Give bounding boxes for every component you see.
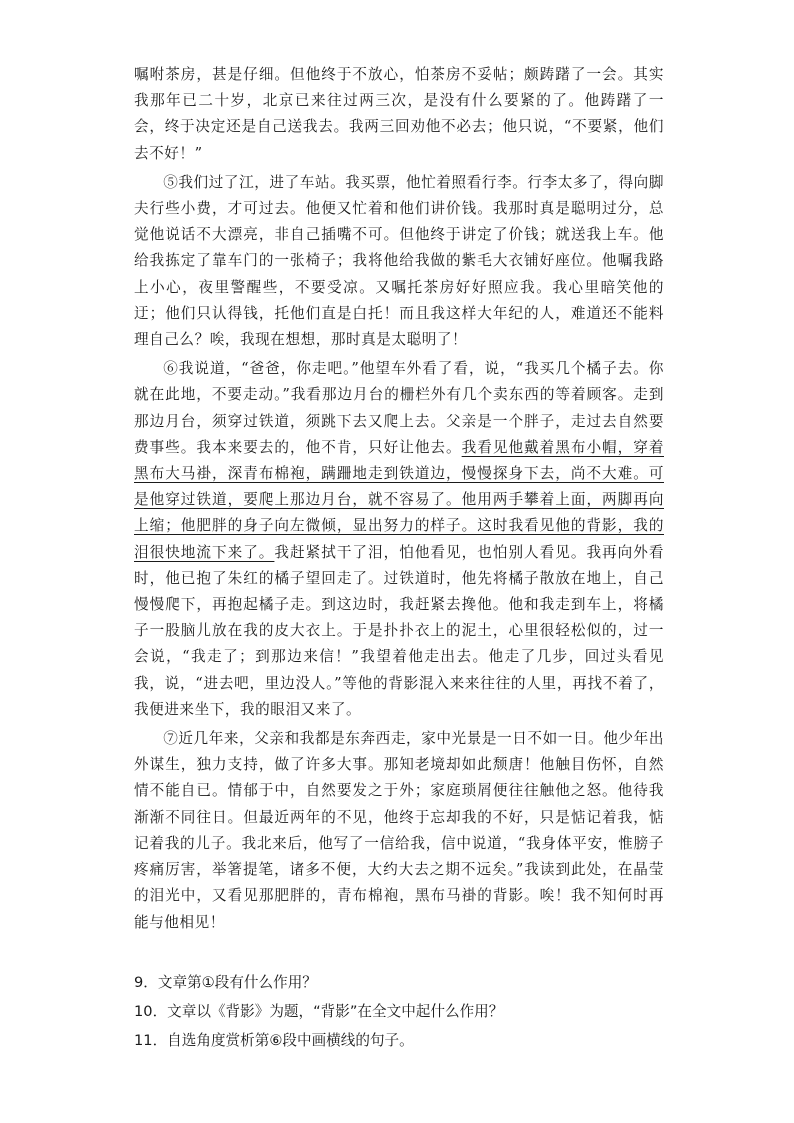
question-11: 11．自选角度赏析第⑥段中画横线的句子。: [134, 1032, 414, 1049]
underlined-sentence: 我看见他戴着黑布小帽，穿着黑布大马褂，深青布棉袍，蹒跚地走到铁道边，慢慢探身下去，尚不大难。可是他穿过铁道，要爬上那边月台，就不容易了。他用两手攀着上面，两脚再向上缩；他肥胖的身子向左微倾，显出努力的样子。这时我看见他的背影，我的泪很快地流下来了。: [134, 438, 664, 561]
paragraph-intro: 嘱咐茶房，甚是仔细。但他终于不放心，怕茶房不妥帖；颇踌躇了一会。其实我那年已二十岁，北京已来往过两三次，是没有什么要紧的了。他踌躇了一会，终于决定还是自己送我去。我两三回劝他不必去；他只说，“不要紧，他们去不好！”: [134, 66, 664, 162]
question-list: [134, 968, 674, 1055]
paragraph-6: [134, 356, 664, 723]
paragraph-6-text-after: 我赶紧拭干了泪，怕他看见，也怕别人看见。我再向外看时，他已抱了朱红的橘子望回走了。过铁道时，他先将橘子散放在地上，自己慢慢爬下，再抱起橘子走。到这边时，我赶紧去搀他。他和我走到车上，将橘子一股脑儿放在我的皮大衣上。于是扑扑衣上的泥土，心里很轻松似的，过一会说，“我走了；到那边来信！”我望着他走出去。他走了几步，回过头看见我，说，“进去吧，里边没人。”等他的背影混入来来往往的人里，再找不着了，我便进来坐下，我的眼泪又来了。: [134, 543, 664, 718]
paragraph-5: ⑤我们过了江，进了车站。我买票，他忙着照看行李。行李太多了，得向脚夫行些小费，才可过去。他便又忙着和他们讲价钱。我那时真是聪明过分，总觉他说话不大漂亮，非自己插嘴不可。但他终于讲定了价钱；就送我上车。他给我拣定了靠车门的一张椅子；我将他给我做的紫毛大衣铺好座位。他嘱我路上小心，夜里警醒些，不要受凉。又嘱托茶房好好照应我。我心里暗笑他的迂；他们只认得钱，托他们直是白托！而且我这样大年纪的人，难道还不能料理自己么？唉，我现在想想，那时真是太聪明了！: [134, 173, 664, 349]
question-9: 9．文章第①段有什么作用？: [134, 974, 317, 991]
passage: [134, 62, 664, 939]
paragraph-6-text-before: ⑥我说道，“爸爸，你走吧。”他望车外看了看，说，“我买几个橘子去。你就在此地，不要走动。”我看那边月台的栅栏外有几个卖东西的等着顾客。走到那边月台，须穿过铁道，须跳下去又爬上去。父亲是一个胖子，走过去自然要费事些。我本来要去的，他不肯，只好让他去。: [134, 360, 664, 456]
paragraph-7: ⑦近几年来，父亲和我都是东奔西走，家中光景是一日不如一日。他少年出外谋生，独力支持，做了许多大事。那知老境却如此颓唐！他触目伤怀，自然情不能自已。情郁于中，自然要发之于外；家庭琐屑便往往触他之怒。他待我渐渐不同往日。但最近两年的不见，他终于忘却我的不好，只是惦记着我，惦记着我的儿子。我北来后，他写了一信给我，信中说道，“我身体平安，惟膀子疼痛厉害，举箸提笔，诸多不便，大约大去之期不远矣。”我读到此处，在晶莹的泪光中，又看见那肥胖的，青布棉袍，黑布马褂的背影。唉！我不知何时再能与他相见！: [134, 730, 664, 931]
question-10: 10．文章以《背影》为题，“背影”在全文中起什么作用？: [134, 1003, 504, 1020]
